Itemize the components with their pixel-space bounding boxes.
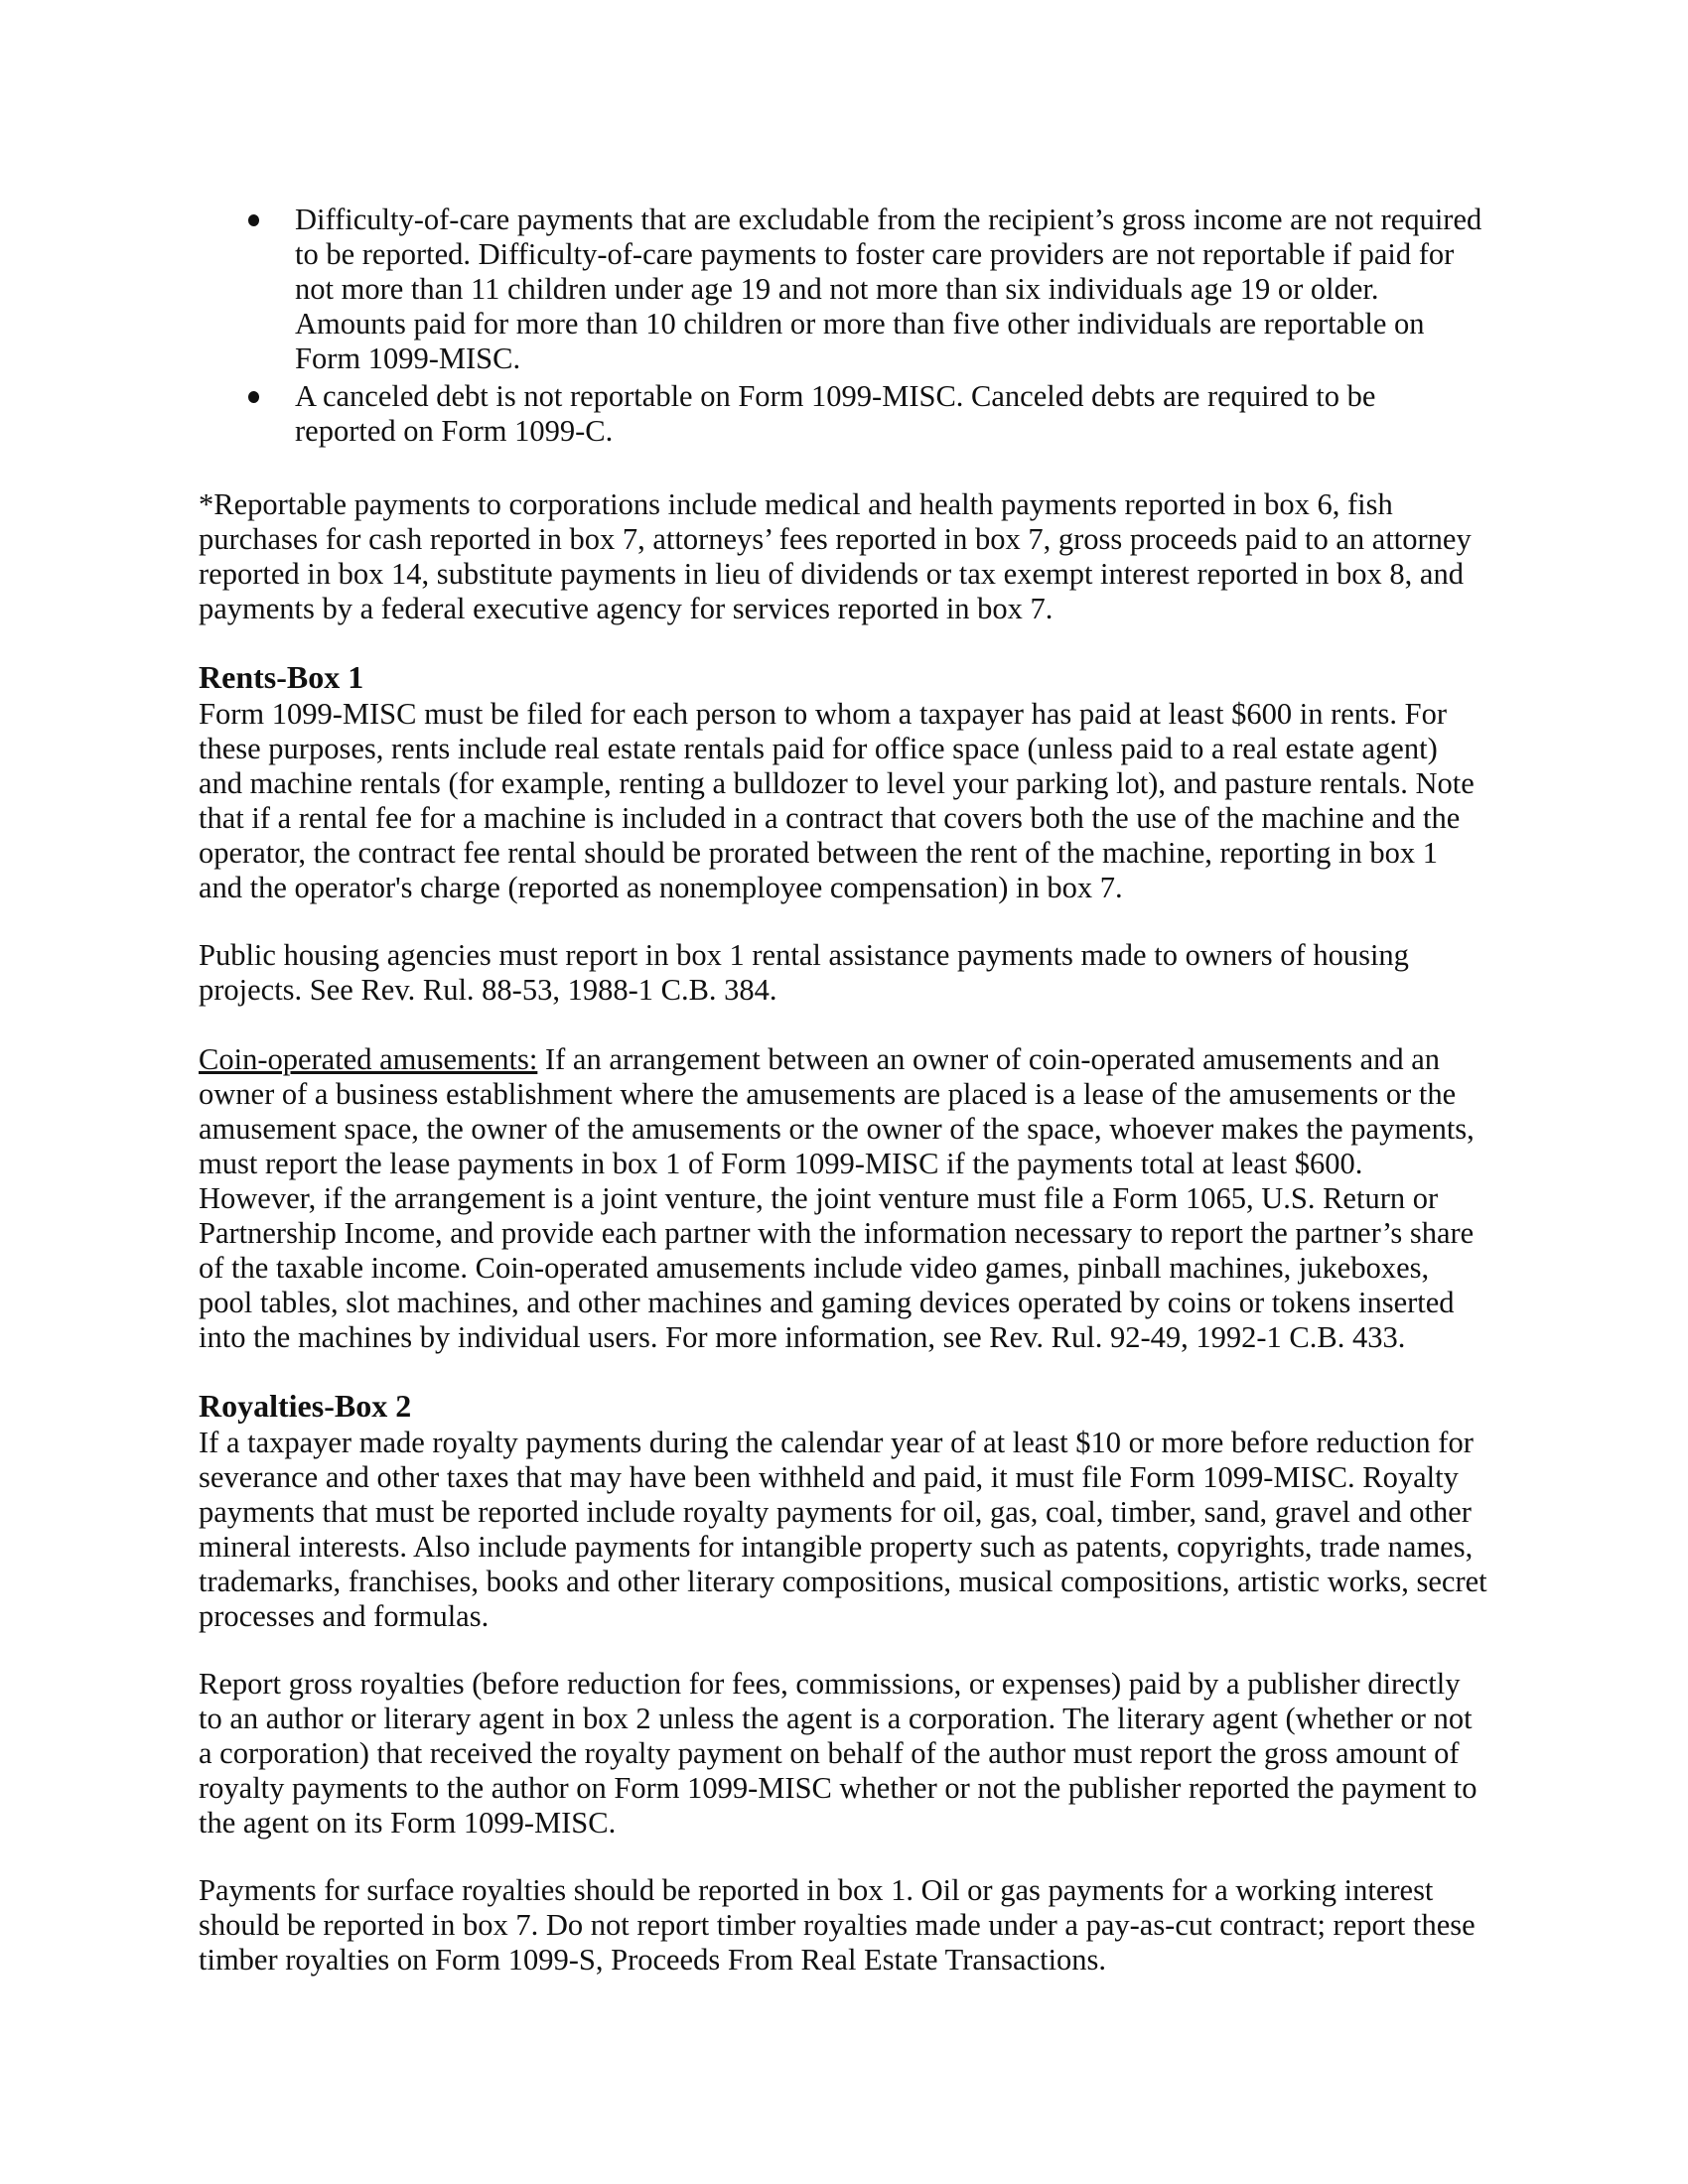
bullet-icon: [248, 214, 259, 226]
royalties-paragraph-3: [199, 1873, 1489, 1978]
text-line: operator, the contract fee rental should be prorated between the rent of the machine, reporting in box 1: [199, 836, 1438, 870]
rents-paragraph-1: [199, 697, 1489, 905]
text-line: severance and other taxes that may have been withheld and paid, it must file Form 1099-MISC. Royalty: [199, 1460, 1459, 1494]
text-line: mineral interests. Also include payments for intangible property such as patents, copyrights, trade names,: [199, 1530, 1474, 1564]
text-line: payments that must be reported include royalty payments for oil, gas, coal, timber, sand, gravel and other: [199, 1495, 1472, 1529]
text-line: If a taxpayer made royalty payments during the calendar year of at least $10 or more before reduction for: [199, 1426, 1474, 1459]
text-line: amusement space, the owner of the amusements or the owner of the space, whoever makes the payments,: [199, 1112, 1475, 1146]
text-line: However, if the arrangement is a joint venture, the joint venture must file a Form 1065, U.S. Return or: [199, 1181, 1439, 1215]
text-line: should be reported in box 7. Do not report timber royalties made under a pay-as-cut contract; report these: [199, 1908, 1476, 1942]
text-line: If an arrangement between an owner of coin-operated amusements and an: [537, 1042, 1441, 1076]
bullet-icon: [248, 391, 259, 403]
coin-label: Coin-operated amusements:: [199, 1042, 538, 1076]
text-line: not more than 11 children under age 19 and not more than six individuals age 19 or older.: [295, 272, 1379, 306]
bullet-canceled-debt: [295, 379, 1496, 449]
text-line: into the machines by individual users. For more information, see Rev. Rul. 92-49, 1992-1 C.B. 433.: [199, 1320, 1406, 1354]
text-line: of the taxable income. Coin-operated amusements include video games, pinball machines, jukeboxes,: [199, 1251, 1430, 1285]
text-line: payments by a federal executive agency for services reported in box 7.: [199, 592, 1054, 625]
text-line: royalty payments to the author on Form 1099-MISC whether or not the publisher reported the payment to: [199, 1771, 1477, 1805]
text-line: Form 1099-MISC must be filed for each person to whom a taxpayer has paid at least $600 in rents. For: [199, 697, 1448, 731]
text-line: must report the lease payments in box 1 of Form 1099-MISC if the payments total at least $600.: [199, 1147, 1363, 1180]
royalties-paragraph-2: [199, 1667, 1489, 1841]
text-line: owner of a business establishment where the amusements are placed is a lease of the amusements or the: [199, 1077, 1457, 1111]
text-line: these purposes, rents include real estate rentals paid for office space (unless paid to a real estate agent): [199, 732, 1438, 765]
text-line: A canceled debt is not reportable on Form 1099-MISC. Canceled debts are required to be: [295, 379, 1376, 413]
text-line: a corporation) that received the royalty payment on behalf of the author must report the gross amount of: [199, 1736, 1460, 1770]
text-line: projects. See Rev. Rul. 88-53, 1988-1 C.B. 384.: [199, 973, 777, 1007]
text-line: processes and formulas.: [199, 1599, 490, 1633]
footnote-paragraph: [199, 487, 1489, 626]
text-line: Form 1099-MISC.: [295, 341, 521, 375]
text-line: *Reportable payments to corporations include medical and health payments reported in box 6, fish: [199, 487, 1393, 521]
heading-royalties: Royalties-Box 2: [199, 1388, 412, 1424]
text-line: timber royalties on Form 1099-S, Proceeds From Real Estate Transactions.: [199, 1943, 1107, 1977]
rents-paragraph-coin: [199, 1042, 1489, 1355]
text-line: Partnership Income, and provide each partner with the information necessary to report the partner’s share: [199, 1216, 1475, 1250]
text-line: that if a rental fee for a machine is included in a contract that covers both the use of the machine and the: [199, 801, 1461, 835]
text-line: Report gross royalties (before reduction for fees, commissions, or expenses) paid by a publisher directly: [199, 1667, 1461, 1701]
text-line: reported on Form 1099-C.: [295, 414, 614, 448]
text-line: and machine rentals (for example, renting a bulldozer to level your parking lot), and pasture rentals. Note: [199, 766, 1475, 800]
text-line: and the operator's charge (reported as nonemployee compensation) in box 7.: [199, 871, 1123, 904]
text-line: Amounts paid for more than 10 children or more than five other individuals are reportable on: [295, 307, 1425, 341]
rents-paragraph-2: [199, 938, 1489, 1008]
text-line: pool tables, slot machines, and other machines and gaming devices operated by coins or tokens inserted: [199, 1286, 1455, 1319]
text-line: Payments for surface royalties should be reported in box 1. Oil or gas payments for a working interest: [199, 1873, 1434, 1907]
coin-first-line: [199, 1042, 1489, 1077]
text-line: Difficulty-of-care payments that are excludable from the recipient’s gross income are not required: [295, 203, 1482, 236]
bullet-difficulty-of-care: [295, 203, 1496, 376]
text-line: trademarks, franchises, books and other literary compositions, musical compositions, artistic works, secret: [199, 1565, 1487, 1598]
text-line: reported in box 14, substitute payments in lieu of dividends or tax exempt interest reported in box 8, and: [199, 557, 1464, 591]
royalties-paragraph-1: [199, 1426, 1489, 1634]
text-line: purchases for cash reported in box 7, attorneys’ fees reported in box 7, gross proceeds paid to an attorney: [199, 522, 1472, 556]
heading-rents: Rents-Box 1: [199, 659, 364, 695]
text-line: to an author or literary agent in box 2 unless the agent is a corporation. The literary agent (whether or not: [199, 1702, 1473, 1735]
text-line: the agent on its Form 1099-MISC.: [199, 1806, 617, 1840]
text-line: to be reported. Difficulty-of-care payments to foster care providers are not reportable if paid for: [295, 237, 1455, 271]
text-line: Public housing agencies must report in box 1 rental assistance payments made to owners of housing: [199, 938, 1409, 972]
